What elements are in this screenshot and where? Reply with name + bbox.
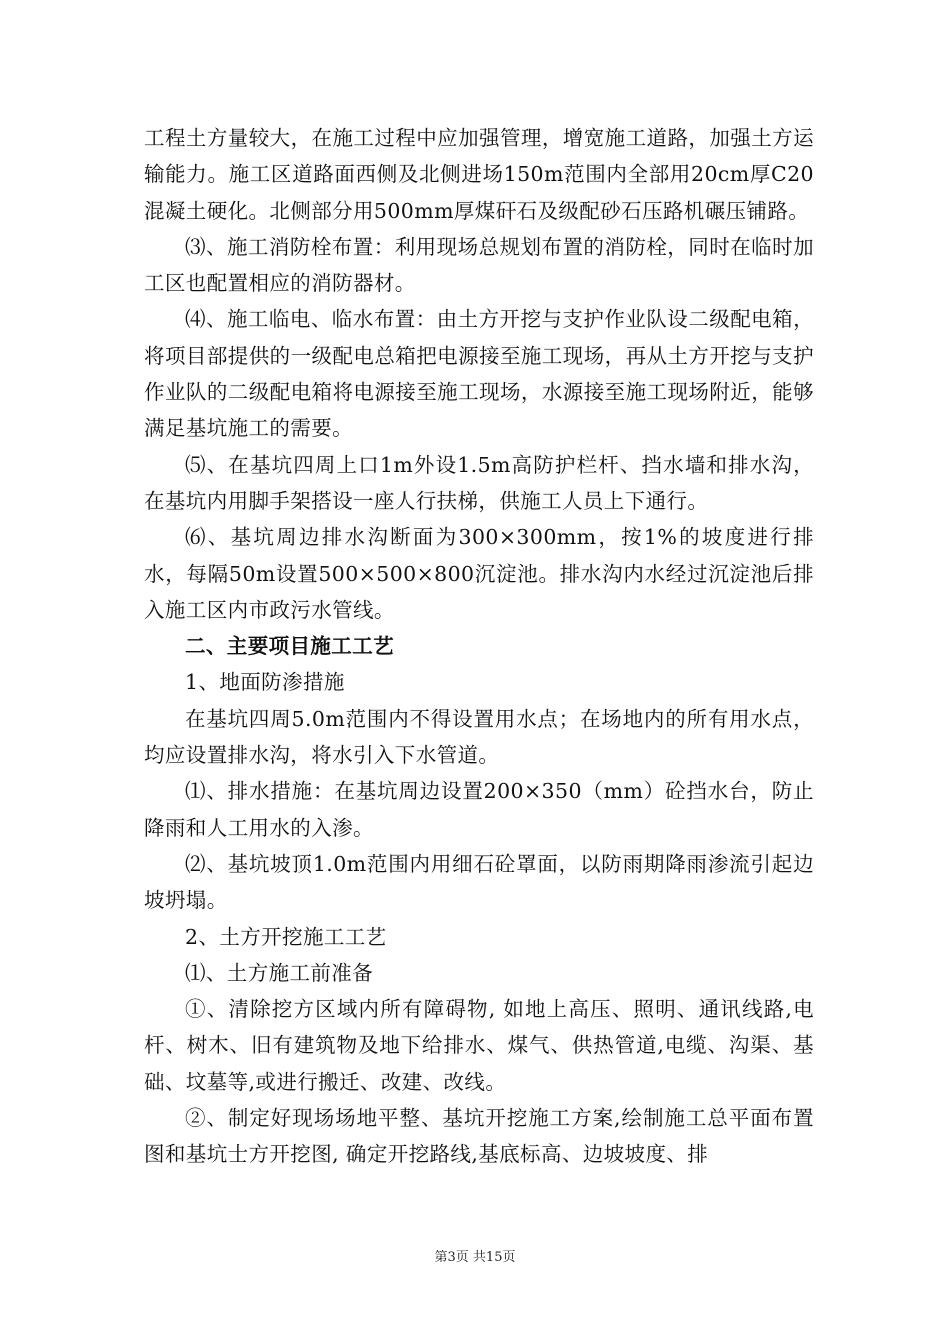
paragraph-drainage-ditch: ⑹、基坑周边排水沟断面为300×300mm，按1%的坡度进行排水，每隔50m设置500×500×800沉淀池。排水沟内水经过沉淀池后排入施工区内市政污水管线。 bbox=[144, 525, 814, 622]
paragraph-clear-obstacles: ①、清除挖方区域内所有障碍物, 如地上高压、照明、通讯线路,电杆、树木、旧有建筑物及地下给排水、煤气、供热管道,电缆、沟渠、基础、坟墓等,或进行搬迁、改建、改线。 bbox=[144, 997, 814, 1094]
paragraph-slope-cover: ⑵、基坑坡顶1.0m范围内用细石砼罩面，以防雨期降雨渗流引起边坡坍塌。 bbox=[144, 851, 814, 913]
paragraph-plan-layout: ②、制定好现场场地平整、基坑开挖施工方案,绘制施工总平面布置图和基坑士方开挖图, 确定开挖路线,基底标高、边坡坡度、排 bbox=[144, 1106, 814, 1167]
paragraph-temporary-power-water: ⑷、施工临电、临水布置：由土方开挖与支护作业队设二级配电箱，将项目部提供的一级配电总箱把电源接至施工现场，再从土方开挖与支护作业队的二级配电箱将电源接至施工现场，水源接至施工现场附近，能够满足基坑施工的需要。 bbox=[144, 307, 814, 441]
paragraph-water-points: 在基坑四周5.0m范围内不得设置用水点；在场地内的所有用水点，均应设置排水沟，将水引入下水管道。 bbox=[144, 706, 814, 768]
paragraph-fire-hydrant: ⑶、施工消防栓布置：利用现场总规划布置的消防栓，同时在临时加工区也配置相应的消防器材。 bbox=[144, 234, 814, 296]
subheading-preparation: ⑴、土方施工前准备 bbox=[185, 960, 374, 985]
section-heading: 二、主要项目施工工艺 bbox=[185, 634, 394, 659]
paragraph-guardrail: ⑸、在基坑四周上口1m外设1.5m高防护栏杆、挡水墙和排水沟，在基坑内用脚手架搭设一座人行扶梯，供施工人员上下通行。 bbox=[144, 452, 814, 513]
paragraph-road-hardening: 工程土方量较大，在施工过程中应加强管理，增宽施工道路，加强土方运输能力。施工区道路面西侧及北侧进场150m范围内全部用20cm厚C20混凝土硬化。北侧部分用500mm厚煤矸石及级配砂石压路机碾压铺路。 bbox=[144, 126, 814, 223]
document-body bbox=[144, 120, 814, 1173]
paragraph-drainage-measures: ⑴、排水措施：在基坑周边设置200×350（mm）砼挡水台，防止降雨和人工用水的入渗。 bbox=[144, 779, 814, 840]
subheading-excavation-process: 2、土方开挖施工工艺 bbox=[185, 924, 387, 949]
page-number-footer: 第3页 共15页 bbox=[434, 1250, 516, 1265]
subheading-ground-seepage: 1、地面防渗措施 bbox=[185, 670, 345, 695]
